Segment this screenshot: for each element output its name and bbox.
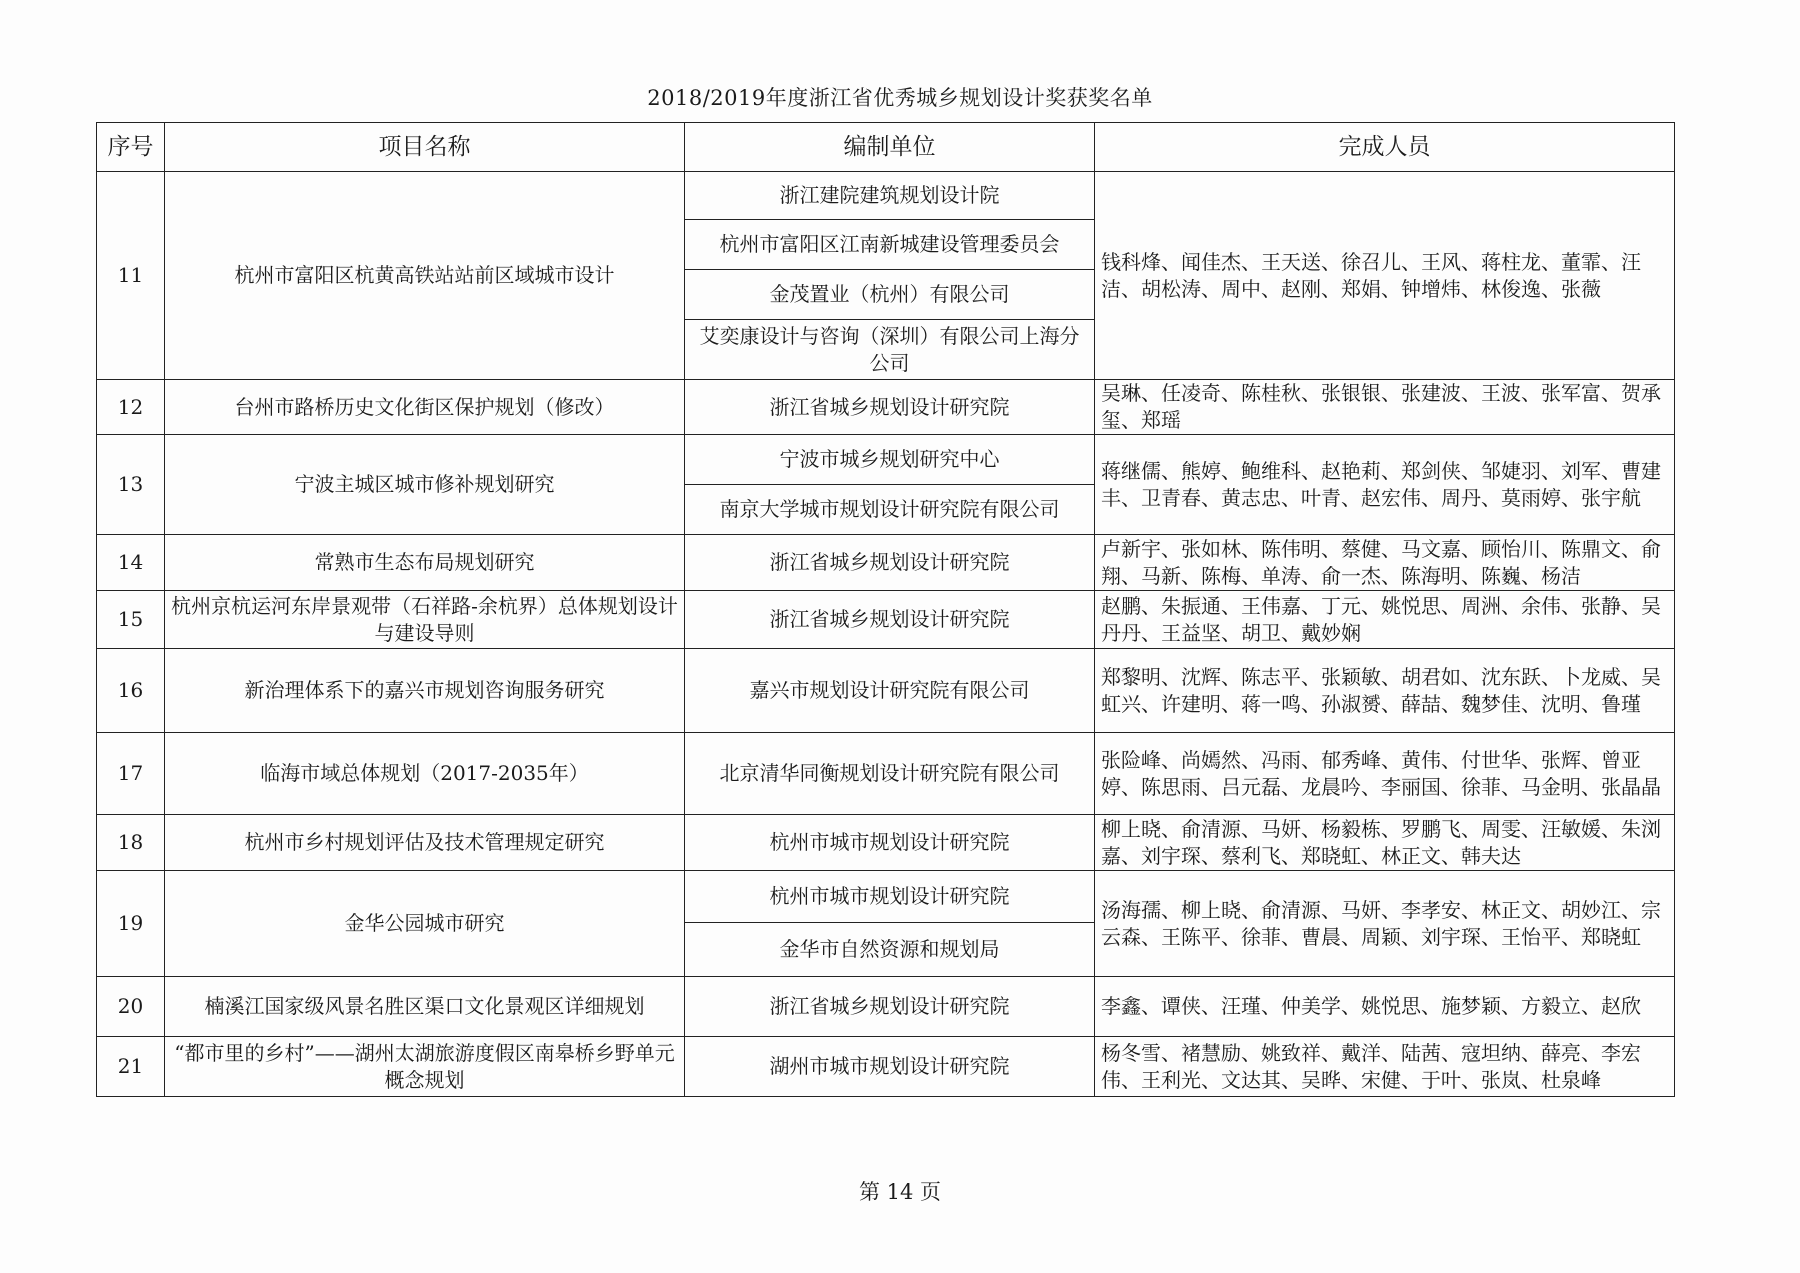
row-number: 11 [97, 172, 165, 380]
team-members: 吴琳、任凌奇、陈桂秋、张银银、张建波、王波、张军富、贺承玺、郑瑶 [1095, 380, 1675, 435]
project-name: “都市里的乡村”——湖州太湖旅游度假区南皋桥乡野单元概念规划 [165, 1037, 685, 1097]
header-number: 序号 [97, 123, 165, 172]
project-name: 金华公园城市研究 [165, 871, 685, 977]
organization: 杭州市城市规划设计研究院 [685, 815, 1095, 871]
row-number: 15 [97, 591, 165, 649]
project-name: 杭州京杭运河东岸景观带（石祥路-余杭界）总体规划设计与建设导则 [165, 591, 685, 649]
project-name: 杭州市乡村规划评估及技术管理规定研究 [165, 815, 685, 871]
project-name: 常熟市生态布局规划研究 [165, 535, 685, 591]
table-row [97, 815, 1675, 871]
project-name: 杭州市富阳区杭黄高铁站站前区域城市设计 [165, 172, 685, 380]
team-members: 柳上晓、俞清源、马妍、杨毅栋、罗鹏飞、周雯、汪敏媛、朱浏嘉、刘宇琛、蔡利飞、郑晓虹、林正文、韩夫达 [1095, 815, 1675, 871]
awards-table [96, 122, 1675, 1097]
team-members: 赵鹏、朱振通、王伟嘉、丁元、姚悦思、周洲、余伟、张静、吴丹丹、王益坚、胡卫、戴妙娴 [1095, 591, 1675, 649]
organization: 杭州市富阳区江南新城建设管理委员会 [685, 220, 1095, 270]
organization: 宁波市城乡规划研究中心 [685, 435, 1095, 485]
organization: 浙江省城乡规划设计研究院 [685, 535, 1095, 591]
team-members: 蒋继儒、熊婷、鲍维科、赵艳莉、郑剑侠、邹婕羽、刘军、曹建丰、卫青春、黄志忠、叶青、赵宏伟、周丹、莫雨婷、张宇航 [1095, 435, 1675, 535]
organization: 金华市自然资源和规划局 [685, 923, 1095, 977]
team-members: 卢新宇、张如林、陈伟明、蔡健、马文嘉、顾怡川、陈鼎文、俞翔、马新、陈梅、单涛、俞一杰、陈海明、陈巍、杨洁 [1095, 535, 1675, 591]
team-members: 杨冬雪、褚慧励、姚致祥、戴洋、陆茜、寇坦纳、薛亮、李宏伟、王利光、文达其、吴晔、宋健、于叶、张岚、杜泉峰 [1095, 1037, 1675, 1097]
table-row [97, 733, 1675, 815]
page-number: 第 14 页 [858, 1180, 942, 1204]
table-row [97, 649, 1675, 733]
row-number: 21 [97, 1037, 165, 1097]
header-row [97, 123, 1675, 172]
header-project-name: 项目名称 [165, 123, 685, 172]
table-row [97, 977, 1675, 1037]
organization: 浙江建院建筑规划设计院 [685, 172, 1095, 220]
header-team-members: 完成人员 [1095, 123, 1675, 172]
table-row [97, 380, 1675, 435]
row-number: 19 [97, 871, 165, 977]
project-name: 临海市域总体规划（2017-2035年） [165, 733, 685, 815]
organization: 湖州市城市规划设计研究院 [685, 1037, 1095, 1097]
row-number: 12 [97, 380, 165, 435]
organization: 浙江省城乡规划设计研究院 [685, 380, 1095, 435]
project-name: 楠溪江国家级风景名胜区渠口文化景观区详细规划 [165, 977, 685, 1037]
row-number: 13 [97, 435, 165, 535]
project-name: 宁波主城区城市修补规划研究 [165, 435, 685, 535]
project-name: 台州市路桥历史文化街区保护规划（修改） [165, 380, 685, 435]
table-row [97, 435, 1675, 485]
team-members: 郑黎明、沈辉、陈志平、张颖敏、胡君如、沈东跃、卜龙威、吴虹兴、许建明、蒋一鸣、孙淑赟、薛喆、魏梦佳、沈明、鲁瑾 [1095, 649, 1675, 733]
row-number: 16 [97, 649, 165, 733]
organization: 嘉兴市规划设计研究院有限公司 [685, 649, 1095, 733]
organization: 金茂置业（杭州）有限公司 [685, 270, 1095, 320]
team-members: 汤海孺、柳上晓、俞清源、马妍、李孝安、林正文、胡妙江、宗云森、王陈平、徐菲、曹晨、周颖、刘宇琛、王怡平、郑晓虹 [1095, 871, 1675, 977]
table-row [97, 1037, 1675, 1097]
row-number: 20 [97, 977, 165, 1037]
table-row [97, 172, 1675, 220]
project-name: 新治理体系下的嘉兴市规划咨询服务研究 [165, 649, 685, 733]
table-row [97, 591, 1675, 649]
organization: 北京清华同衡规划设计研究院有限公司 [685, 733, 1095, 815]
document-title: 2018/2019年度浙江省优秀城乡规划设计奖获奖名单 [647, 86, 1153, 110]
organization: 杭州市城市规划设计研究院 [685, 871, 1095, 923]
organization: 浙江省城乡规划设计研究院 [685, 591, 1095, 649]
header-organization: 编制单位 [685, 123, 1095, 172]
team-members: 李鑫、谭侠、汪瑾、仲美学、姚悦思、施梦颖、方毅立、赵欣 [1095, 977, 1675, 1037]
row-number: 18 [97, 815, 165, 871]
organization: 南京大学城市规划设计研究院有限公司 [685, 485, 1095, 535]
table-row [97, 535, 1675, 591]
table-row [97, 871, 1675, 923]
team-members: 张险峰、尚嫣然、冯雨、郁秀峰、黄伟、付世华、张辉、曾亚婷、陈思雨、吕元磊、龙晨吟、李丽国、徐菲、马金明、张晶晶 [1095, 733, 1675, 815]
organization: 艾奕康设计与咨询（深圳）有限公司上海分公司 [685, 320, 1095, 380]
organization: 浙江省城乡规划设计研究院 [685, 977, 1095, 1037]
team-members: 钱科烽、闻佳杰、王天送、徐召儿、王风、蒋柱龙、董霏、汪洁、胡松涛、周中、赵刚、郑娟、钟增炜、林俊逸、张薇 [1095, 172, 1675, 380]
row-number: 14 [97, 535, 165, 591]
row-number: 17 [97, 733, 165, 815]
